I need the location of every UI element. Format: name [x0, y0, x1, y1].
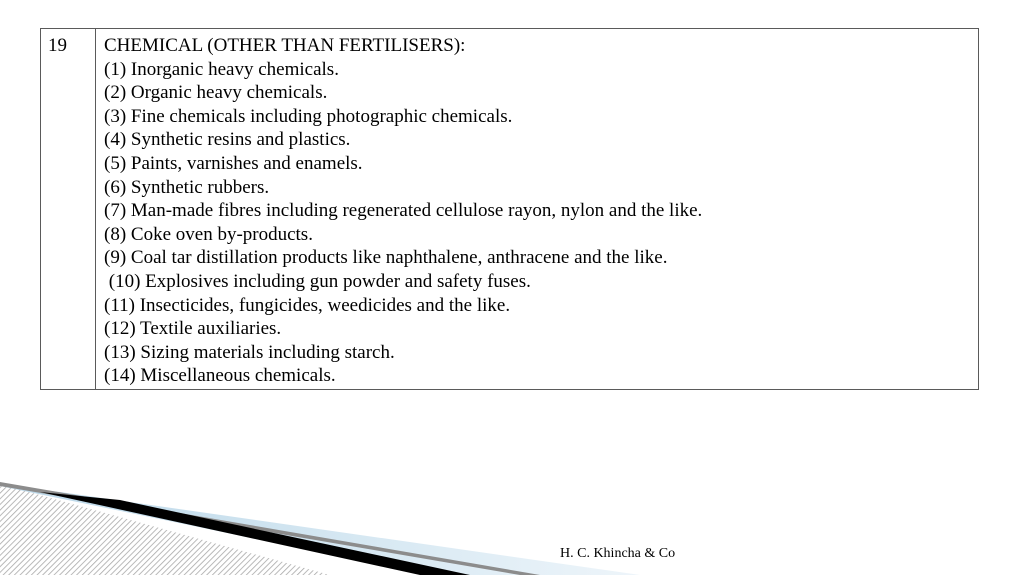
slide-decoration [0, 470, 1024, 575]
table-row [41, 29, 979, 390]
item-number-cell [41, 29, 96, 390]
list-item: (2) Organic heavy chemicals. [104, 82, 328, 104]
list-item: (13) Sizing materials including starch. [104, 341, 395, 363]
list-item: (6) Synthetic rubbers. [104, 176, 270, 198]
list-item: (11) Insecticides, fungicides, weedicides and the like. [104, 294, 511, 316]
list-item: (14) Miscellaneous chemicals. [104, 365, 336, 387]
list-item: (7) Man-made fibres including regenerated cellulose rayon, nylon and the like. [104, 200, 703, 222]
list-item: (5) Paints, varnishes and enamels. [104, 152, 363, 174]
list-item: (12) Textile auxiliaries. [104, 318, 282, 340]
list-item: (10) Explosives including gun powder and safety fuses. [104, 270, 531, 292]
list-item: (4) Synthetic resins and plastics. [104, 129, 351, 151]
list-item: (3) Fine chemicals including photographic chemicals. [104, 105, 513, 127]
content-table [40, 28, 979, 390]
item-number: 19 [48, 35, 67, 56]
list-item: (1) Inorganic heavy chemicals. [104, 58, 339, 80]
footer-text: H. C. Khincha & Co [560, 546, 676, 561]
category-heading: CHEMICAL (OTHER THAN FERTILISERS): [104, 35, 466, 56]
list-item: (9) Coal tar distillation products like naphthalene, anthracene and the like. [104, 247, 668, 269]
item-content-cell [96, 29, 979, 390]
list-item: (8) Coke oven by-products. [104, 223, 313, 245]
